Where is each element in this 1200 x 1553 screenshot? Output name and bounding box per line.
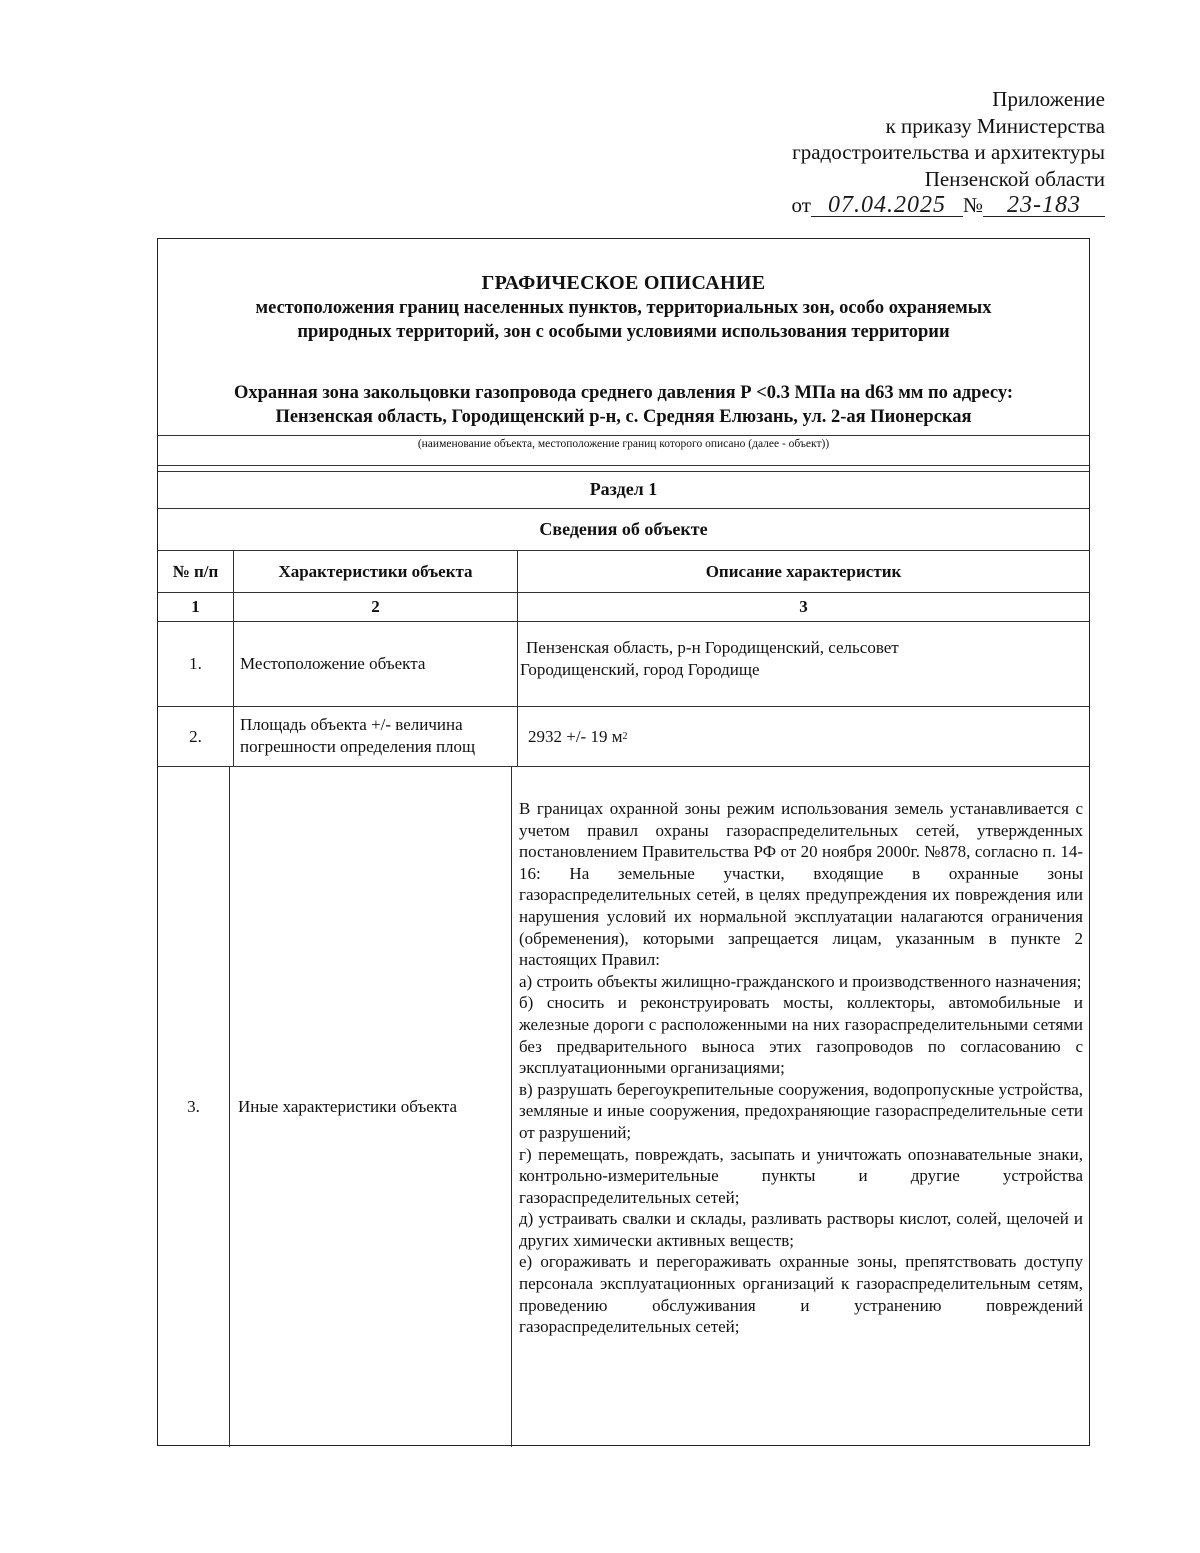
column-divider — [229, 767, 230, 1447]
row-1-description-line-1: Пензенская область, р-н Городищенский, сельсовет — [526, 638, 899, 657]
object-name — [158, 381, 1089, 429]
column-divider — [517, 707, 518, 767]
row-2-characteristic — [240, 707, 516, 766]
paragraph: б) сносить и реконструировать мосты, коллекторы, автомобильные и железные дороги с расположенными на них газораспределительными сетями без предварительного выноса этих газопроводов по согласованию с эксплуатационными организациями; — [519, 993, 1083, 1078]
object-name-line-1: Охранная зона закольцовки газопровода среднего давления Р <0.3 МПа на d63 мм по адресу: — [233, 383, 1014, 403]
column-divider — [233, 622, 234, 707]
column-divider — [233, 707, 234, 767]
row-3-num: 3. — [187, 1097, 200, 1116]
col-number-1: 1 — [191, 597, 200, 616]
handwritten-number: 23-183 — [983, 194, 1105, 217]
appendix-line-2: к приказу Министерства — [885, 113, 1105, 138]
document-title: ГРАФИЧЕСКОЕ ОПИСАНИЕ — [481, 272, 766, 294]
appendix-line-1: Приложение — [992, 87, 1105, 111]
appendix-line-3: градостроительства и архитектуры — [792, 140, 1105, 164]
subtitle-line-1: местоположения границ населенных пунктов, территориальных зон, особо охраняемых — [255, 298, 992, 318]
number-prefix: № — [962, 193, 983, 217]
row-2-area-value: 2932 +/- 19 м — [528, 726, 623, 746]
header-num: № п/п — [172, 561, 219, 581]
date-prefix: от — [791, 193, 811, 217]
paragraph: е) огораживать и перегораживать охранные зоны, препятствовать доступу персонала эксплуатационных организаций к газораспределительным сетям, проведению обслуживания и устранению повреждений газораспределительных сетей; — [519, 1252, 1083, 1337]
row-1-description-line-2: Городищенский, город Городище — [520, 660, 760, 679]
paragraph: в) разрушать берегоукрепительные сооружения, водопропускные устройства, земляные и иные сооружения, предохраняющие газораспределительные сети от разрушений; — [519, 1079, 1083, 1142]
col-number-2: 2 — [371, 597, 380, 616]
section-title: Раздел 1 — [589, 479, 658, 499]
header-characteristics: Характеристики объекта — [278, 561, 473, 581]
paragraph: г) перемещать, повреждать, засыпать и уничтожать опознавательные знаки, контрольно-измерительные пункты и другие устройства газораспределительных сетей; — [519, 1144, 1083, 1207]
row-3-description — [519, 798, 1083, 1338]
column-divider — [517, 622, 518, 707]
caption-divider — [158, 435, 1089, 436]
divider — [158, 766, 1089, 767]
paragraph: а) строить объекты жилищно-гражданского и производственного назначения; — [519, 971, 1082, 991]
column-divider — [511, 767, 512, 1447]
subtitle-line-2: природных территорий, зон с особыми условиями использования территории — [297, 321, 950, 342]
section-subtitle: Сведения об объекте — [539, 519, 708, 539]
row-3-characteristic: Иные характеристики объекта — [238, 1097, 458, 1116]
document-frame — [157, 238, 1090, 1446]
row-2-characteristic-line-1: Площадь объекта +/- величина — [240, 715, 463, 734]
object-caption: (наименование объекта, местоположение границ которого описано (далее - объект)) — [417, 438, 830, 450]
header-description: Описание характеристик — [705, 561, 902, 581]
paragraph: В границах охранной зоны режим использования земель устанавливается с учетом правил охраны газораспределительных сетей, утвержденных постановлением Правительства РФ от 20 ноября 2000г. №878, согласно п. 14-16: На земельные участки, входящие в охранные зоны газораспределительных сетей, в целях предупреждения их повреждения или нарушения условий их нормальной эксплуатации налагаются ограничения (обременения), которыми запрещается лицам, указанным в пункте 2 настоящих Правил: — [519, 799, 1083, 970]
row-2-description — [528, 707, 1085, 766]
appendix-date-line — [792, 192, 1105, 219]
row-1-characteristic: Местоположение объекта — [240, 654, 426, 673]
divider — [158, 465, 1089, 466]
document-subtitle — [158, 297, 1089, 344]
paragraph: д) устраивать свалки и склады, разливать растворы кислот, солей, щелочей и других химически активных веществ; — [519, 1209, 1083, 1250]
row-1-num: 1. — [189, 654, 202, 673]
row-2-num: 2. — [189, 726, 202, 746]
handwritten-date: 07.04.2025 — [811, 194, 963, 217]
object-name-line-2: Пензенская область, Городищенский р-н, с. Средняя Елюзань, ул. 2-ая Пионерская — [275, 407, 972, 427]
row-2-area-unit-sup: 2 — [622, 731, 628, 742]
appendix-line-4: Пензенской области — [924, 166, 1105, 191]
appendix-block — [792, 86, 1105, 219]
row-1-description — [520, 637, 1085, 691]
row-2-characteristic-line-2: погрешности определения площ — [240, 737, 476, 756]
col-number-3: 3 — [799, 597, 808, 616]
